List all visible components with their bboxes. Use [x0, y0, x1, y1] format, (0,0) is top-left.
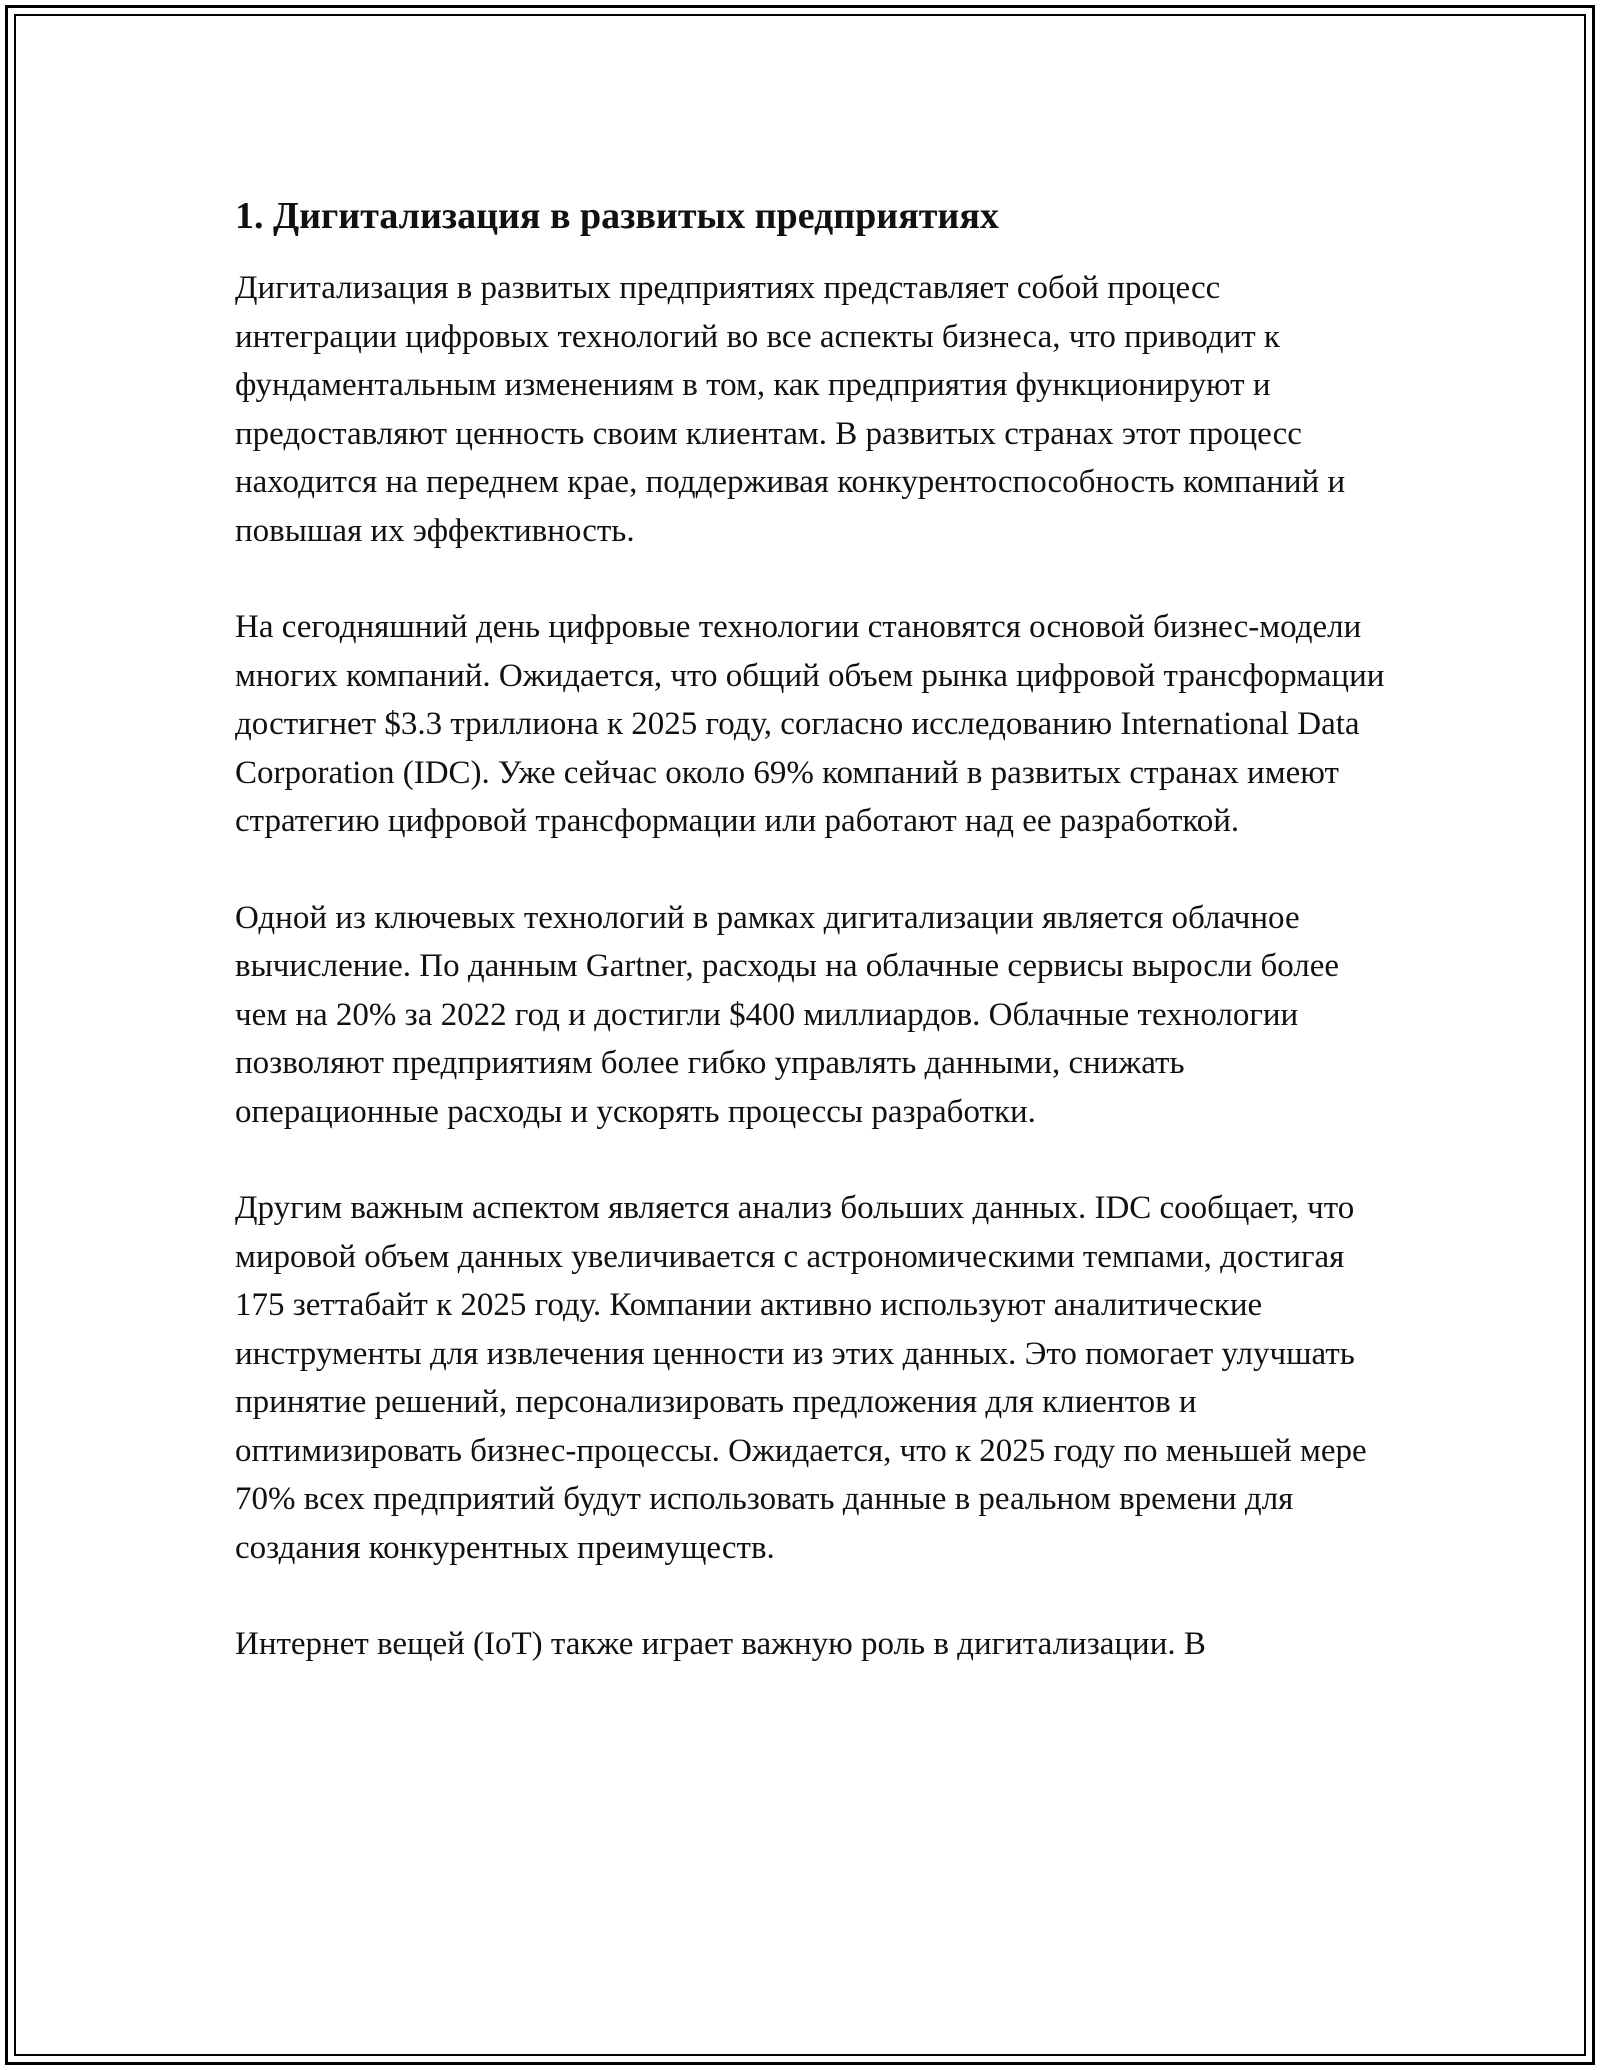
- paragraph: Интернет вещей (IoT) также играет важную роль в дигитализации. В: [235, 1626, 1206, 1662]
- paragraph: На сегодняшний день цифровые технологии становятся основой бизнес-модели многих компаний. Ожидается, что общий объем рынка цифровой трансформации достигнет $3.3 триллиона к 2025 году, согласно исследованию International Data Corporation (IDC). Уже сейчас около 69% компаний в развитых странах имеют стратегию цифровой трансформации или работают над ее разработкой.: [235, 609, 1385, 839]
- section-heading: 1. Дигитализация в развитых предприятиях: [235, 195, 999, 237]
- document-body: [235, 190, 1385, 1717]
- paragraph: Другим важным аспектом является анализ больших данных. IDC сообщает, что мировой объем данных увеличивается с астрономическими темпами, достигая 175 зеттабайт к 2025 году. Компании активно используют аналитические инструменты для извлечения ценности из этих данных. Это помогает улучшать принятие решений, персонализировать предложения для клиентов и оптимизировать бизнес-процессы. Ожидается, что к 2025 году по меньшей мере 70% всех предприятий будут использовать данные в реальном времени для создания конкурентных преимуществ.: [235, 1190, 1367, 1566]
- paragraph: Одной из ключевых технологий в рамках дигитализации является облачное вычисление. По данным Gartner, расходы на облачные сервисы выросли более чем на 20% за 2022 год и достигли $400 миллиардов. Облачные технологии позволяют предприятиям более гибко управлять данными, снижать операционные расходы и ускорять процессы разработки.: [235, 899, 1340, 1130]
- paragraph: Дигитализация в развитых предприятиях представляет собой процесс интеграции цифровых технологий во все аспекты бизнеса, что приводит к фундаментальным изменениям в том, как предприятия функционируют и предоставляют ценность своим клиентам. В развитых странах этот процесс находится на переднем крае, поддерживая конкурентоспособность компаний и повышая их эффективность.: [235, 270, 1346, 549]
